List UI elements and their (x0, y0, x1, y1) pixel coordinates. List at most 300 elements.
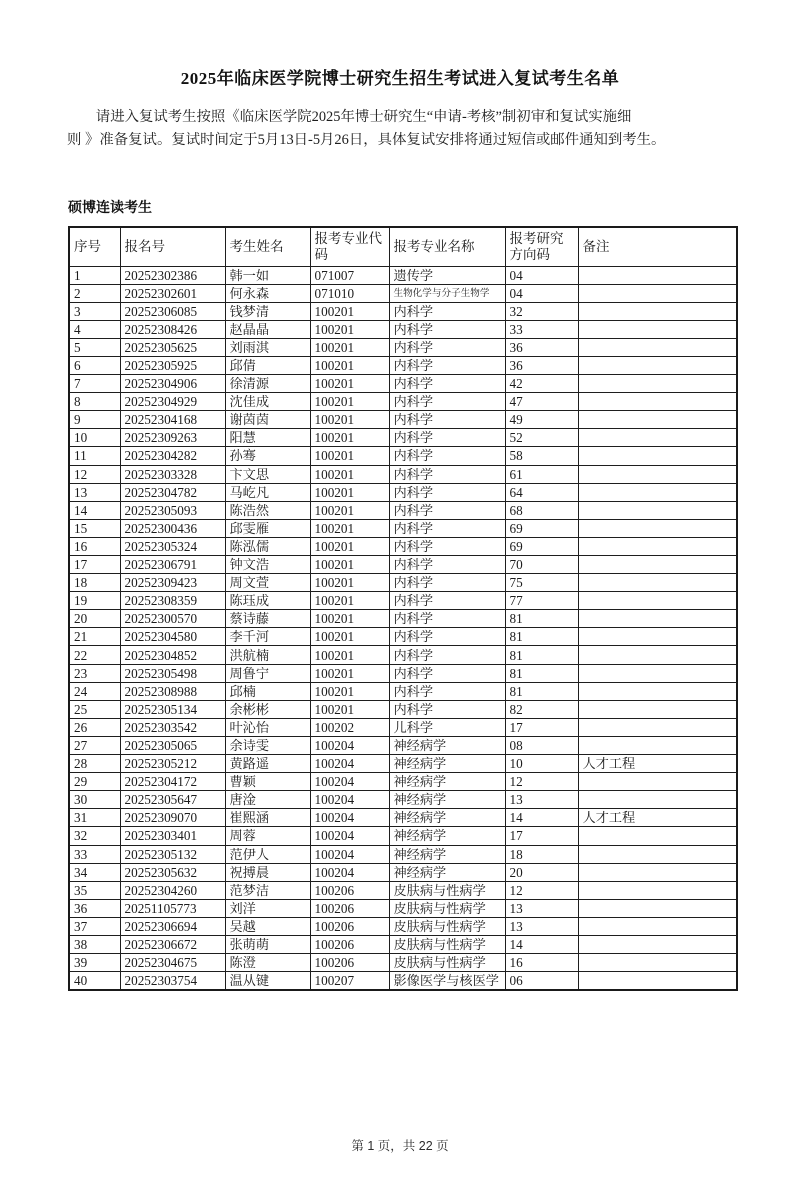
cell-direction-code: 81 (505, 628, 578, 646)
header-name: 考生姓名 (225, 227, 310, 266)
table-row (69, 736, 737, 754)
cell-remarks (578, 610, 737, 628)
cell-seq: 2 (69, 284, 120, 302)
cell-major-code: 100201 (310, 628, 389, 646)
cell-major-name: 内科学 (389, 356, 505, 374)
cell-direction-code: 16 (505, 954, 578, 972)
cell-reg-number: 20252302386 (120, 266, 225, 284)
cell-seq: 16 (69, 537, 120, 555)
header-direction-code: 报考研究方向码 (505, 227, 578, 266)
cell-reg-number: 20252305132 (120, 845, 225, 863)
cell-remarks: 人才工程 (578, 755, 737, 773)
cell-name: 孙骞 (225, 447, 310, 465)
cell-major-name: 内科学 (389, 700, 505, 718)
cell-name: 黄路遥 (225, 755, 310, 773)
cell-major-name: 影像医学与核医学 (389, 972, 505, 991)
cell-major-code: 100201 (310, 574, 389, 592)
cell-direction-code: 81 (505, 682, 578, 700)
cell-name: 吴越 (225, 917, 310, 935)
table-row (69, 266, 737, 284)
cell-major-code: 100201 (310, 483, 389, 501)
cell-remarks (578, 574, 737, 592)
header-remarks: 备注 (578, 227, 737, 266)
cell-major-name: 内科学 (389, 574, 505, 592)
cell-remarks (578, 664, 737, 682)
cell-name: 卞文思 (225, 465, 310, 483)
cell-major-name: 内科学 (389, 465, 505, 483)
cell-reg-number: 20252304906 (120, 375, 225, 393)
cell-reg-number: 20251105773 (120, 899, 225, 917)
cell-name: 周文萱 (225, 574, 310, 592)
cell-major-name: 神经病学 (389, 827, 505, 845)
cell-major-name: 神经病学 (389, 755, 505, 773)
table-row (69, 881, 737, 899)
cell-major-code: 100206 (310, 881, 389, 899)
cell-seq: 37 (69, 917, 120, 935)
cell-seq: 30 (69, 791, 120, 809)
section-heading: 硕博连读考生 (68, 199, 152, 215)
cell-direction-code: 14 (505, 935, 578, 953)
cell-name: 韩一如 (225, 266, 310, 284)
cell-major-code: 100204 (310, 791, 389, 809)
cell-direction-code: 75 (505, 574, 578, 592)
table-row (69, 791, 737, 809)
cell-remarks: 人才工程 (578, 809, 737, 827)
cell-seq: 25 (69, 700, 120, 718)
cell-name: 周鲁宁 (225, 664, 310, 682)
table-row (69, 447, 737, 465)
cell-seq: 10 (69, 429, 120, 447)
cell-remarks (578, 519, 737, 537)
cell-seq: 8 (69, 393, 120, 411)
cell-seq: 13 (69, 483, 120, 501)
cell-reg-number: 20252306791 (120, 556, 225, 574)
cell-reg-number: 20252305093 (120, 501, 225, 519)
cell-major-name: 内科学 (389, 483, 505, 501)
cell-direction-code: 58 (505, 447, 578, 465)
cell-direction-code: 77 (505, 592, 578, 610)
cell-major-name: 皮肤病与性病学 (389, 954, 505, 972)
cell-direction-code: 47 (505, 393, 578, 411)
cell-remarks (578, 863, 737, 881)
cell-reg-number: 20252304260 (120, 881, 225, 899)
table-row (69, 302, 737, 320)
table-row (69, 827, 737, 845)
cell-seq: 18 (69, 574, 120, 592)
table-row (69, 465, 737, 483)
cell-remarks (578, 375, 737, 393)
cell-direction-code: 04 (505, 266, 578, 284)
cell-major-code: 100201 (310, 646, 389, 664)
cell-major-name: 内科学 (389, 592, 505, 610)
cell-major-code: 100206 (310, 899, 389, 917)
table-row (69, 411, 737, 429)
cell-seq: 19 (69, 592, 120, 610)
cell-name: 范梦洁 (225, 881, 310, 899)
cell-seq: 23 (69, 664, 120, 682)
cell-reg-number: 20252305925 (120, 356, 225, 374)
cell-remarks (578, 628, 737, 646)
cell-remarks (578, 356, 737, 374)
cell-seq: 26 (69, 718, 120, 736)
table-row (69, 972, 737, 991)
table-row (69, 899, 737, 917)
cell-seq: 4 (69, 320, 120, 338)
cell-seq: 1 (69, 266, 120, 284)
cell-direction-code: 81 (505, 664, 578, 682)
cell-major-code: 100207 (310, 972, 389, 991)
cell-name: 邱楠 (225, 682, 310, 700)
cell-major-code: 100206 (310, 917, 389, 935)
cell-name: 钟文浩 (225, 556, 310, 574)
cell-remarks (578, 954, 737, 972)
cell-major-code: 100201 (310, 682, 389, 700)
cell-major-code: 100201 (310, 537, 389, 555)
cell-reg-number: 20252300570 (120, 610, 225, 628)
cell-name: 刘雨淇 (225, 338, 310, 356)
cell-name: 周蓉 (225, 827, 310, 845)
cell-reg-number: 20252304852 (120, 646, 225, 664)
cell-direction-code: 70 (505, 556, 578, 574)
table-row (69, 284, 737, 302)
cell-name: 钱梦清 (225, 302, 310, 320)
cell-seq: 5 (69, 338, 120, 356)
cell-remarks (578, 393, 737, 411)
header-major-name: 报考专业名称 (389, 227, 505, 266)
cell-name: 温从键 (225, 972, 310, 991)
cell-seq: 31 (69, 809, 120, 827)
cell-name: 洪航楠 (225, 646, 310, 664)
cell-seq: 33 (69, 845, 120, 863)
intro-line-1: 请进入复试考生按照《临床医学院2025年博士研究生“申请-考核”制初审和复试实施细 (95, 109, 632, 125)
cell-reg-number: 20252306085 (120, 302, 225, 320)
cell-remarks (578, 501, 737, 519)
cell-major-code: 100206 (310, 954, 389, 972)
cell-name: 曹颖 (225, 773, 310, 791)
cell-seq: 14 (69, 501, 120, 519)
cell-seq: 7 (69, 375, 120, 393)
cell-name: 徐清源 (225, 375, 310, 393)
cell-major-name: 皮肤病与性病学 (389, 935, 505, 953)
table-row (69, 574, 737, 592)
cell-direction-code: 61 (505, 465, 578, 483)
cell-name: 陈泓儒 (225, 537, 310, 555)
cell-direction-code: 13 (505, 917, 578, 935)
cell-remarks (578, 773, 737, 791)
cell-reg-number: 20252309070 (120, 809, 225, 827)
cell-major-name: 遗传学 (389, 266, 505, 284)
header-major-code: 报考专业代码 (310, 227, 389, 266)
cell-name: 叶沁怡 (225, 718, 310, 736)
table-header-row (69, 227, 737, 266)
cell-reg-number: 20252308426 (120, 320, 225, 338)
cell-name: 祝搏晨 (225, 863, 310, 881)
cell-remarks (578, 935, 737, 953)
cell-major-code: 100201 (310, 320, 389, 338)
cell-major-code: 100201 (310, 592, 389, 610)
cell-remarks (578, 700, 737, 718)
cell-major-code: 100201 (310, 302, 389, 320)
cell-name: 谢茵茵 (225, 411, 310, 429)
cell-direction-code: 10 (505, 755, 578, 773)
cell-reg-number: 20252305212 (120, 755, 225, 773)
cell-direction-code: 12 (505, 773, 578, 791)
cell-major-name: 神经病学 (389, 736, 505, 754)
cell-major-name: 内科学 (389, 393, 505, 411)
cell-seq: 34 (69, 863, 120, 881)
cell-reg-number: 20252303754 (120, 972, 225, 991)
document-page (0, 64, 800, 1181)
cell-direction-code: 42 (505, 375, 578, 393)
table-row (69, 664, 737, 682)
cell-major-name: 内科学 (389, 338, 505, 356)
cell-major-code: 100204 (310, 736, 389, 754)
cell-remarks (578, 845, 737, 863)
cell-name: 陈珏成 (225, 592, 310, 610)
cell-major-name: 儿科学 (389, 718, 505, 736)
cell-major-code: 100201 (310, 429, 389, 447)
cell-major-name: 皮肤病与性病学 (389, 917, 505, 935)
cell-major-name: 生物化学与分子生物学 (389, 284, 505, 302)
cell-reg-number: 20252302601 (120, 284, 225, 302)
cell-major-name: 神经病学 (389, 845, 505, 863)
table-row (69, 592, 737, 610)
cell-reg-number: 20252303542 (120, 718, 225, 736)
cell-major-code: 100204 (310, 863, 389, 881)
cell-remarks (578, 917, 737, 935)
cell-name: 范伊人 (225, 845, 310, 863)
cell-major-code: 100204 (310, 755, 389, 773)
table-row (69, 700, 737, 718)
cell-major-name: 内科学 (389, 537, 505, 555)
table-row (69, 628, 737, 646)
cell-direction-code: 69 (505, 519, 578, 537)
cell-major-code: 100201 (310, 700, 389, 718)
cell-major-code: 100201 (310, 610, 389, 628)
cell-direction-code: 36 (505, 356, 578, 374)
cell-reg-number: 20252305065 (120, 736, 225, 754)
cell-direction-code: 69 (505, 537, 578, 555)
cell-remarks (578, 682, 737, 700)
cell-reg-number: 20252304929 (120, 393, 225, 411)
intro-line-2: 则 》准备复试。复试时间定于5月13日-5月26日，具体复试安排将通过短信或邮件通知到考生。 (67, 132, 666, 148)
table-row (69, 954, 737, 972)
cell-direction-code: 52 (505, 429, 578, 447)
page-title: 2025年临床医学院博士研究生招生考试进入复试考生名单 (180, 69, 620, 88)
cell-direction-code: 17 (505, 718, 578, 736)
header-reg-number: 报名号 (120, 227, 225, 266)
cell-seq: 11 (69, 447, 120, 465)
cell-direction-code: 81 (505, 610, 578, 628)
cell-seq: 27 (69, 736, 120, 754)
table-row (69, 809, 737, 827)
cell-reg-number: 20252304580 (120, 628, 225, 646)
cell-major-code: 100201 (310, 338, 389, 356)
cell-reg-number: 20252309263 (120, 429, 225, 447)
cell-remarks (578, 284, 737, 302)
cell-direction-code: 14 (505, 809, 578, 827)
cell-major-code: 071010 (310, 284, 389, 302)
cell-direction-code: 64 (505, 483, 578, 501)
cell-major-name: 内科学 (389, 501, 505, 519)
cell-major-code: 100204 (310, 809, 389, 827)
table-row (69, 755, 737, 773)
table-row (69, 519, 737, 537)
table-row (69, 483, 737, 501)
cell-name: 何永森 (225, 284, 310, 302)
cell-remarks (578, 411, 737, 429)
cell-name: 陈浩然 (225, 501, 310, 519)
cell-major-code: 100204 (310, 845, 389, 863)
cell-major-name: 内科学 (389, 664, 505, 682)
cell-remarks (578, 899, 737, 917)
cell-major-name: 内科学 (389, 610, 505, 628)
cell-remarks (578, 791, 737, 809)
table-row (69, 917, 737, 935)
cell-name: 唐淦 (225, 791, 310, 809)
cell-reg-number: 20252305324 (120, 537, 225, 555)
cell-major-code: 100201 (310, 556, 389, 574)
cell-reg-number: 20252305647 (120, 791, 225, 809)
cell-major-name: 内科学 (389, 646, 505, 664)
table-row (69, 393, 737, 411)
cell-reg-number: 20252304782 (120, 483, 225, 501)
intro-paragraph (67, 106, 734, 152)
cell-direction-code: 17 (505, 827, 578, 845)
cell-remarks (578, 556, 737, 574)
cell-remarks (578, 429, 737, 447)
cell-remarks (578, 483, 737, 501)
cell-major-name: 内科学 (389, 302, 505, 320)
table-row (69, 773, 737, 791)
cell-major-name: 神经病学 (389, 791, 505, 809)
cell-name: 张萌萌 (225, 935, 310, 953)
cell-major-name: 内科学 (389, 411, 505, 429)
table-row (69, 935, 737, 953)
header-seq: 序号 (69, 227, 120, 266)
cell-reg-number: 20252305625 (120, 338, 225, 356)
cell-major-code: 100206 (310, 935, 389, 953)
cell-remarks (578, 592, 737, 610)
cell-remarks (578, 465, 737, 483)
cell-seq: 22 (69, 646, 120, 664)
cell-major-code: 100201 (310, 411, 389, 429)
cell-reg-number: 20252304675 (120, 954, 225, 972)
cell-major-name: 神经病学 (389, 809, 505, 827)
cell-direction-code: 18 (505, 845, 578, 863)
cell-seq: 9 (69, 411, 120, 429)
table-row (69, 845, 737, 863)
cell-direction-code: 82 (505, 700, 578, 718)
cell-remarks (578, 972, 737, 991)
cell-name: 蔡诗藤 (225, 610, 310, 628)
cell-major-code: 100202 (310, 718, 389, 736)
cell-reg-number: 20252305632 (120, 863, 225, 881)
cell-direction-code: 49 (505, 411, 578, 429)
cell-reg-number: 20252306672 (120, 935, 225, 953)
cell-major-code: 100204 (310, 773, 389, 791)
cell-remarks (578, 646, 737, 664)
cell-major-code: 100201 (310, 447, 389, 465)
cell-reg-number: 20252304168 (120, 411, 225, 429)
cell-major-name: 内科学 (389, 682, 505, 700)
cell-reg-number: 20252304282 (120, 447, 225, 465)
cell-major-code: 100204 (310, 827, 389, 845)
cell-major-name: 内科学 (389, 519, 505, 537)
cell-major-name: 皮肤病与性病学 (389, 899, 505, 917)
cell-direction-code: 06 (505, 972, 578, 991)
cell-major-code: 071007 (310, 266, 389, 284)
cell-reg-number: 20252308359 (120, 592, 225, 610)
cell-name: 邱雯雁 (225, 519, 310, 537)
cell-major-name: 内科学 (389, 447, 505, 465)
table-row (69, 646, 737, 664)
cell-name: 余彬彬 (225, 700, 310, 718)
table-row (69, 682, 737, 700)
table-row (69, 320, 737, 338)
cell-seq: 40 (69, 972, 120, 991)
cell-reg-number: 20252303401 (120, 827, 225, 845)
cell-name: 余诗雯 (225, 736, 310, 754)
cell-seq: 24 (69, 682, 120, 700)
cell-major-name: 神经病学 (389, 773, 505, 791)
cell-direction-code: 13 (505, 791, 578, 809)
cell-direction-code: 32 (505, 302, 578, 320)
cell-seq: 38 (69, 935, 120, 953)
cell-seq: 21 (69, 628, 120, 646)
cell-seq: 15 (69, 519, 120, 537)
table-row (69, 429, 737, 447)
cell-reg-number: 20252305498 (120, 664, 225, 682)
cell-seq: 17 (69, 556, 120, 574)
cell-major-code: 100201 (310, 519, 389, 537)
cell-major-name: 内科学 (389, 628, 505, 646)
cell-reg-number: 20252304172 (120, 773, 225, 791)
cell-remarks (578, 881, 737, 899)
cell-direction-code: 36 (505, 338, 578, 356)
table-row (69, 375, 737, 393)
cell-name: 赵晶晶 (225, 320, 310, 338)
cell-remarks (578, 302, 737, 320)
cell-seq: 6 (69, 356, 120, 374)
cell-major-name: 内科学 (389, 375, 505, 393)
cell-direction-code: 68 (505, 501, 578, 519)
table-body (69, 266, 737, 990)
cell-seq: 3 (69, 302, 120, 320)
cell-seq: 36 (69, 899, 120, 917)
table-row (69, 718, 737, 736)
cell-reg-number: 20252309423 (120, 574, 225, 592)
cell-name: 崔熙涵 (225, 809, 310, 827)
cell-name: 邱倩 (225, 356, 310, 374)
table-row (69, 338, 737, 356)
table-row (69, 537, 737, 555)
cell-name: 刘洋 (225, 899, 310, 917)
cell-seq: 20 (69, 610, 120, 628)
cell-remarks (578, 718, 737, 736)
candidates-table (68, 226, 738, 991)
cell-remarks (578, 537, 737, 555)
cell-seq: 35 (69, 881, 120, 899)
cell-name: 阳慧 (225, 429, 310, 447)
cell-direction-code: 08 (505, 736, 578, 754)
cell-major-name: 内科学 (389, 320, 505, 338)
table-row (69, 356, 737, 374)
cell-direction-code: 12 (505, 881, 578, 899)
cell-name: 马屹凡 (225, 483, 310, 501)
cell-seq: 39 (69, 954, 120, 972)
cell-direction-code: 20 (505, 863, 578, 881)
